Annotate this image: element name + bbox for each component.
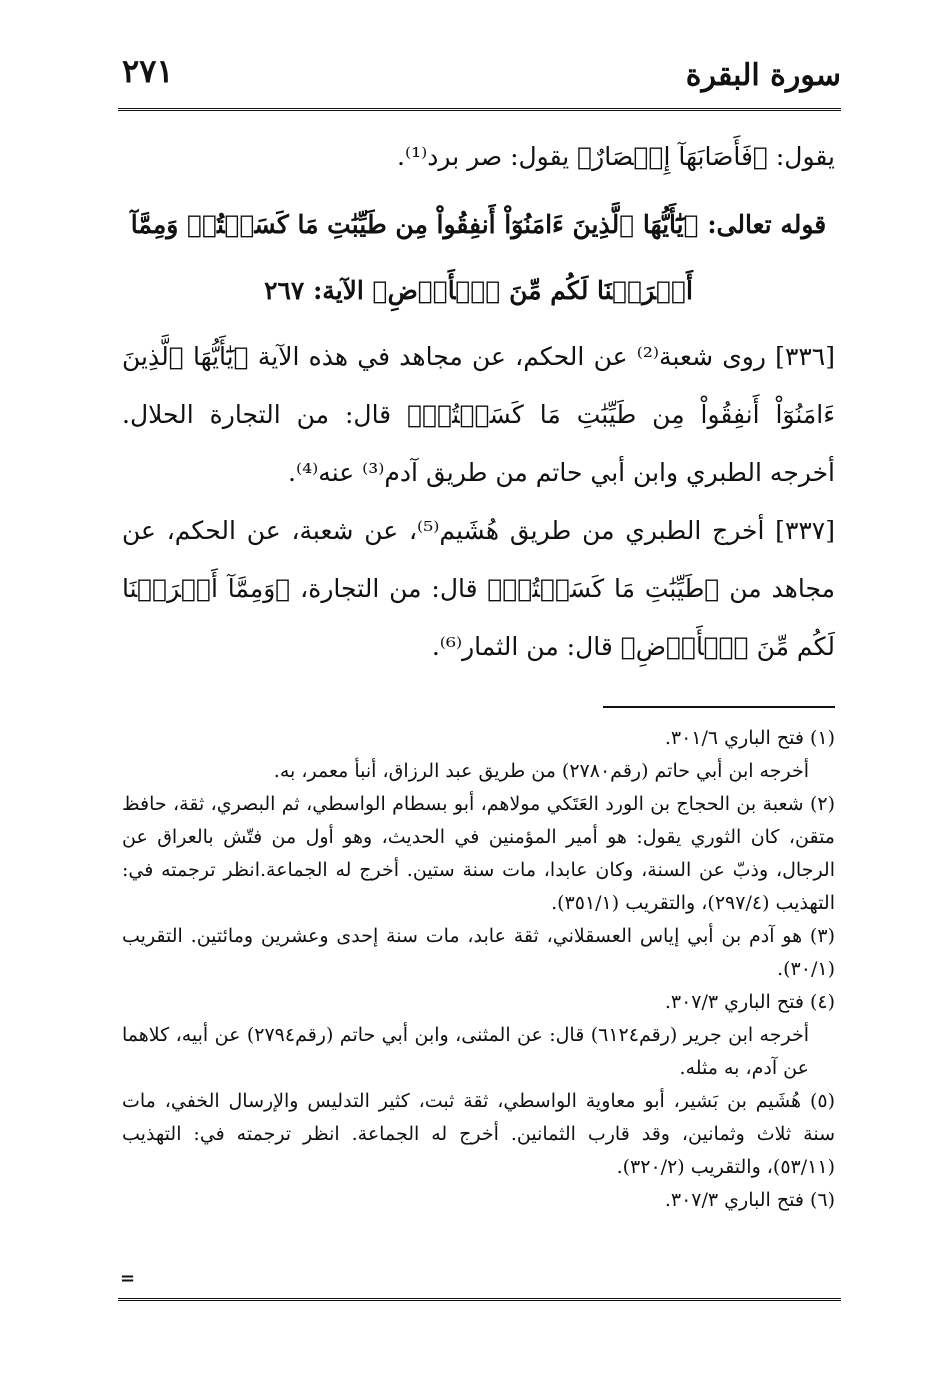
footnote-1: (١) فتح الباري ٣٠١/٦. xyxy=(664,727,835,749)
footnote-2: (٢) شعبة بن الحجاج بن الورد العَتَكي مولاهم، أبو بسطام الواسطي، ثم البصري، ثقة، حافظ متقن، كان الثوري يقول: هو أمير المؤمنين في الحديث، وهو أول من فتّش بالعراق عن الرجال، وذبّ عن السنة، وكان عابدا، مات سنة ستين. أخرج له الجماعة.انظر ترجمته في: التهذيب (٢٩٧/٤)، والتقريب (٣٥١/١). xyxy=(122,793,835,914)
header-divider xyxy=(118,108,841,111)
footnote-4-continuation: أخرجه ابن جرير (رقم٦١٢٤) قال: عن المثنى، وابن أبي حاتم (رقم٢٧٩٤) عن أبيه، كلاهما عن آدم، به مثله. xyxy=(122,1024,809,1079)
intro-line: يقول: ﴿فَأَصَابَهَآ إِعۡصَارٌ﴾ يقول: صر برد⁽¹⁾. xyxy=(397,142,835,171)
main-text xyxy=(122,128,835,676)
page-number: ٢٧١ xyxy=(122,52,174,90)
surah-title: سورة البقرة xyxy=(685,58,841,93)
bottom-sign: = xyxy=(120,1268,136,1289)
footnote-5: (٥) هُشَيم بن بَشير، أبو معاوية الواسطي، ثقة ثبت، كثير التدليس والإرسال الخفي، مات سنة ثلاث وثمانين، وقد قارب الثمانين. أخرج له الجماعة. انظر ترجمته في: التهذيب (٥٣/١١)، والتقريب (٣٢٠/٢). xyxy=(122,1090,835,1178)
bottom-divider xyxy=(118,1298,841,1301)
footnote-6: (٦) فتح الباري ٣٠٧/٣. xyxy=(664,1189,835,1211)
footnote-3: (٣) هو آدم بن أبي إياس العسقلاني، ثقة عابد، مات سنة إحدى وعشرين ومائتين. التقريب (٣٠/١). xyxy=(122,925,835,980)
paragraph-336: [٣٣٦] روى شعبة⁽²⁾ عن الحكم، عن مجاهد في هذه الآية ﴿يَٰٓأَيُّهَا ٱلَّذِينَ ءَامَنُوٓاْ أَنفِقُواْ مِن طَيِّبَٰتِ مَا كَسَبۡتُمۡ﴾ قال: من التجارة الحلال. أخرجه الطبري وابن أبي حاتم من طريق آدم⁽³⁾ عنه⁽⁴⁾. xyxy=(122,342,835,487)
section-heading-line-1: قوله تعالى: ﴿يَٰٓأَيُّهَا ٱلَّذِينَ ءَامَنُوٓاْ أَنفِقُواْ مِن طَيِّبَٰتِ مَا كَسَبۡتُمۡ وَمِمَّآ xyxy=(130,210,827,239)
section-heading-line-2: أَخۡرَجۡنَا لَكُم مِّنَ ٱلۡأَرۡضِ﴾ الآية: ٢٦٧ xyxy=(264,276,693,305)
footnote-divider xyxy=(603,706,835,708)
footnote-4: (٤) فتح الباري ٣٠٧/٣. xyxy=(664,991,835,1013)
paragraph-337: [٣٣٧] أخرج الطبري من طريق هُشَيم⁽⁵⁾، عن شعبة، عن الحكم، عن مجاهد من ﴿طَيِّبَٰتِ مَا كَسَبۡتُمۡ﴾ قال: من التجارة، ﴿وَمِمَّآ أَخۡرَجۡنَا لَكُم مِّنَ ٱلۡأَرۡضِ﴾ قال: من الثمار⁽⁶⁾. xyxy=(122,516,835,661)
footnote-1-continuation: أخرجه ابن أبي حاتم (رقم٢٧٨٠) من طريق عبد الرزاق، أنبأ معمر، به. xyxy=(273,760,809,782)
footnotes xyxy=(122,722,835,1217)
